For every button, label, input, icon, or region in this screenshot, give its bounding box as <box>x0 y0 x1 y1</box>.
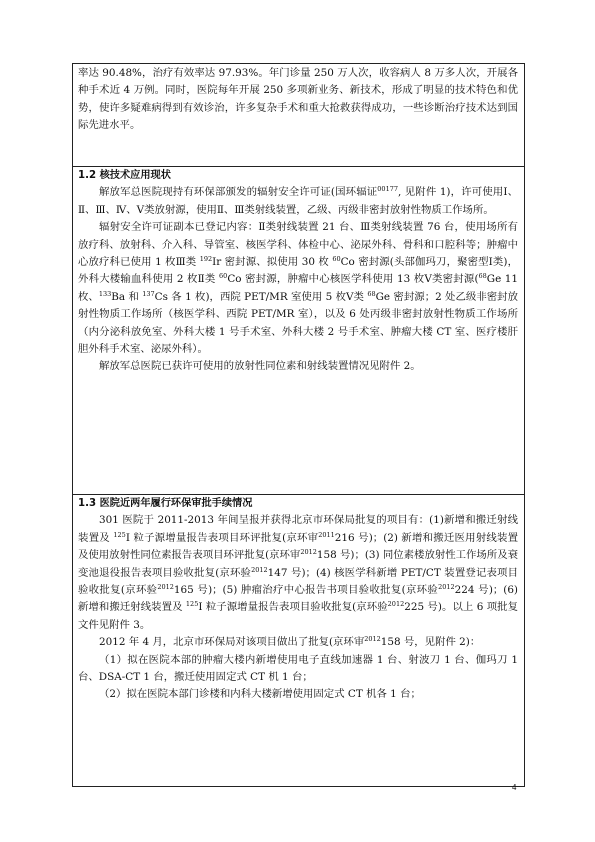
section-heading: 1.2 核技术应用现状 <box>78 170 171 181</box>
section2-paragraphs <box>78 184 518 375</box>
body-paragraph: （1）拟在医院本部的肿瘤大楼内新增使用电子直线加速器 1 台、射波刀 1 台、伽玛刀 1 台、DSA-CT 1 台，搬迁使用固定式 CT 机 1 台； <box>78 653 518 684</box>
nuclear-tech-status-section <box>78 167 518 376</box>
section-heading: 1.3 医院近两年履行环保审批手续情况 <box>78 498 253 509</box>
body-paragraph: 2012 年 4 月，北京市环保局对该项目做出了批复(京环审$^{2012}$158 号，见附件 2)： <box>99 635 481 649</box>
body-paragraph: 301 医院于 2011-2013 年间呈报并获得北京市环保局批复的项目有：(1)新增和搬迁射线装置及 $^{125}$I 粒子源增量报告表项目环评批复(京环审$^{2011}$216 号)；(2) 新增和搬迁医用射线装置及使用放射性同位素报告表项目环评批复(京环审$^{2012}$158 号)；(3) 同位素楼放射性工作场所及衰变池退役报告表项目验收批复(京环验$^{2012}$147 号)；(4) 核医学科新增 PET/CT 装置登记表项目验收批复(京环验$^{2012}$165 号)；(5) 肿瘤治疗中心报告书项目验收批复(京环验$^{2012}$224 号)；(6) 新增和搬迁射线装置及 $^{125}$I 粒子源增量报告表项目验收批复(京环验$^{2012}$225 号)。以上 6 项批复文件见附件 3。 <box>78 514 518 631</box>
body-paragraph: 解放军总医院已获许可使用的放射性同位素和射线装置情况见附件 2。 <box>99 360 421 373</box>
approval-procedures-section <box>78 495 518 704</box>
body-paragraph: 解放军总医院现持有环保部颁发的辐射安全许可证(国环辐证$^{00177}$, 见附件 1)，许可使用Ⅰ、Ⅱ、Ⅲ、Ⅳ、Ⅴ类放射源，使用Ⅱ、Ⅲ类射线装置，乙级、丙级非密封放射性物质工作场所。 <box>78 185 518 216</box>
page-number: 4 <box>512 783 517 792</box>
section1-paragraphs <box>78 65 518 135</box>
section3-paragraphs <box>78 512 518 703</box>
body-paragraph: （2）拟在医院本部门诊楼和内科大楼新增使用固定式 CT 机各 1 台； <box>99 688 421 701</box>
content-frame <box>72 63 525 787</box>
body-paragraph: 辐射安全许可证副本已登记内容：Ⅱ类射线装置 21 台、Ⅲ类射线装置 76 台，使用场所有放疗科、放射科、介入科、导管室、核医学科、体检中心、泌尿外科、骨科和口腔科等；肿瘤中心放疗科已使用 1 枚Ⅲ类 $^{192}$Ir 密封源、拟使用 30 枚 $^{60}$Co 密封源(头部伽玛刀，聚密型Ⅰ类)，外科大楼输血科使用 2 枚Ⅱ类 $^{60}$Co 密封源，肿瘤中心核医学科使用 13 枚Ⅴ类密封源($^{68}$Ge 11 枚、$^{133}$Ba 和 $^{137}$Cs 各 1 枚)，西院 PET/MR 室使用 5 枚Ⅴ类 $^{68}$Ge 密封源；2 处乙级非密封放射性物质工作场所（核医学科、西院 PET/MR 室），以及 6 处丙级非密封放射性物质工作场所（内分泌科放免室、外科大楼 1 号手术室、外科大楼 2 号手术室、肿瘤大楼 CT 室、医疗楼肝胆外科手术室、泌尿外科）。 <box>78 221 519 356</box>
body-paragraph: 率达 90.48%，治疗有效率达 97.93%。年门诊量 250 万人次，收容病人 8 万多人次，开展各种手术近 4 万例。同时，医院每年开展 250 多项新业务、新技术，形成了明显的技术特色和优势，使许多疑难病得到有效诊治，许多复杂手术和重大抢救获得成功，一些诊断治疗技术达到国际先进水平。 <box>78 67 518 132</box>
hospital-overview-section <box>78 65 518 135</box>
